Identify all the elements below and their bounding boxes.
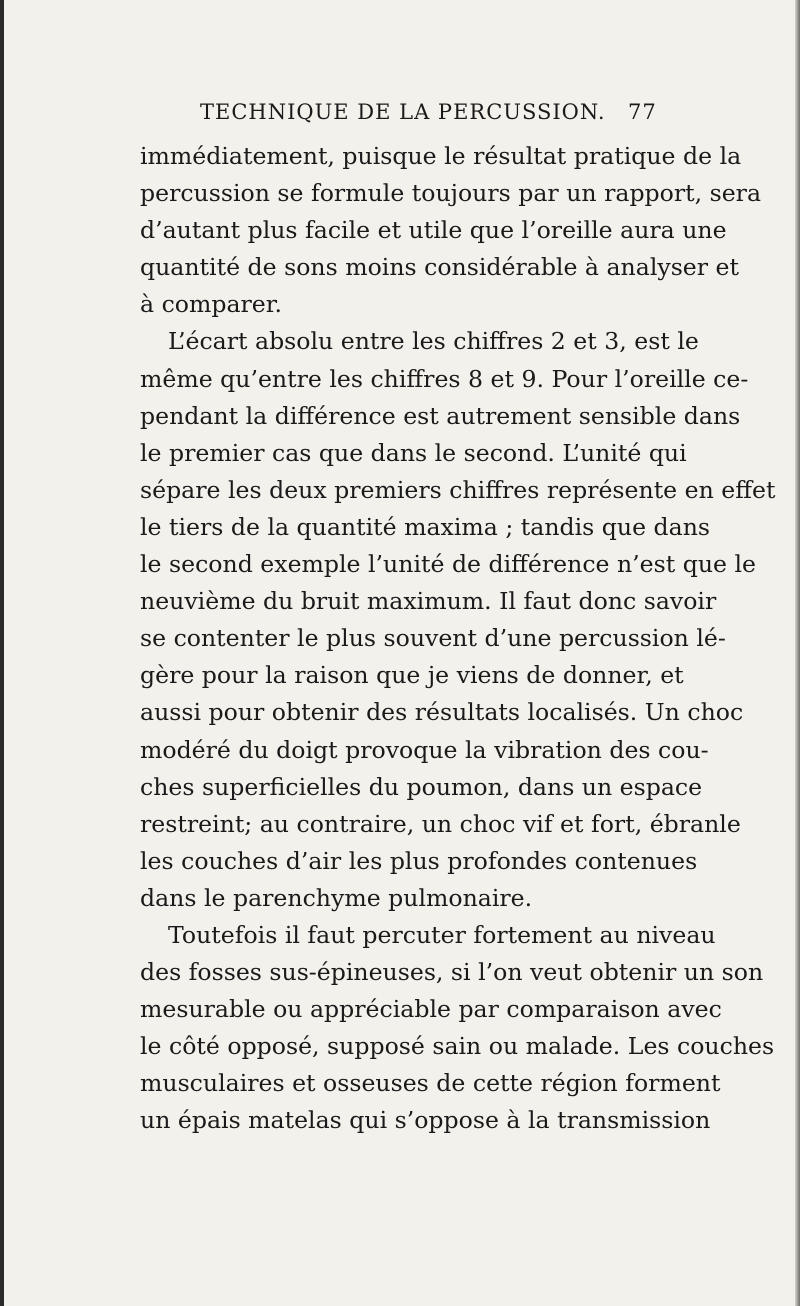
text-line: mesurable ou appréciable par comparaison avec (140, 995, 722, 1024)
running-header (0, 100, 800, 132)
text-line: ches superficielles du poumon, dans un espace (140, 772, 703, 801)
text-line: dans le parenchyme pulmonaire. (140, 883, 533, 912)
text-line: des fosses sus-épineuses, si l’on veut obtenir un son (140, 958, 764, 987)
running-title: TECHNIQUE DE LA PERCUSSION. (200, 100, 606, 124)
body-text (140, 138, 776, 1140)
page-number: 77 (628, 100, 657, 124)
text-line: d’autant plus facile et utile que l’oreille aura une (140, 216, 727, 245)
text-line: les couches d’air les plus profondes contenues (140, 846, 698, 875)
text-line: restreint; au contraire, un choc vif et fort, ébranle (140, 809, 741, 838)
text-line: même qu’entre les chiffres 8 et 9. Pour l’oreille ce- (140, 364, 749, 393)
text-line: percussion se formule toujours par un rapport, sera (140, 179, 762, 208)
text-line: le premier cas que dans le second. L’unité qui (140, 438, 687, 467)
text-line: modéré du doigt provoque la vibration des cou- (140, 735, 709, 764)
text-line: neuvième du bruit maximum. Il faut donc savoir (140, 587, 717, 616)
text-line: immédiatement, puisque le résultat pratique de la (140, 142, 742, 170)
text-line: sépare les deux premiers chiffres représente en effet (140, 475, 776, 504)
page-right-edge (795, 0, 800, 1306)
text-line: gère pour la raison que je viens de donner, et (140, 661, 684, 690)
text-line: le tiers de la quantité maxima ; tandis que dans (140, 512, 711, 541)
text-line: à comparer. (140, 290, 282, 319)
text-line: un épais matelas qui s’oppose à la transmission (140, 1106, 711, 1135)
text-line: se contenter le plus souvent d’une percussion lé- (140, 624, 726, 653)
text-line: pendant la différence est autrement sensible dans (140, 401, 741, 430)
text-line: le second exemple l’unité de différence n’est que le (140, 550, 757, 579)
text-line: le côté opposé, supposé sain ou malade. Les couches (140, 1032, 775, 1061)
text-line: quantité de sons moins considérable à analyser et (140, 253, 739, 282)
text-line: L’écart absolu entre les chiffres 2 et 3, est le (168, 327, 699, 356)
text-line: Toutefois il faut percuter fortement au niveau (168, 920, 716, 949)
text-line: aussi pour obtenir des résultats localisés. Un choc (140, 698, 744, 727)
text-line: musculaires et osseuses de cette région forment (140, 1069, 721, 1098)
page-left-edge (0, 0, 4, 1306)
